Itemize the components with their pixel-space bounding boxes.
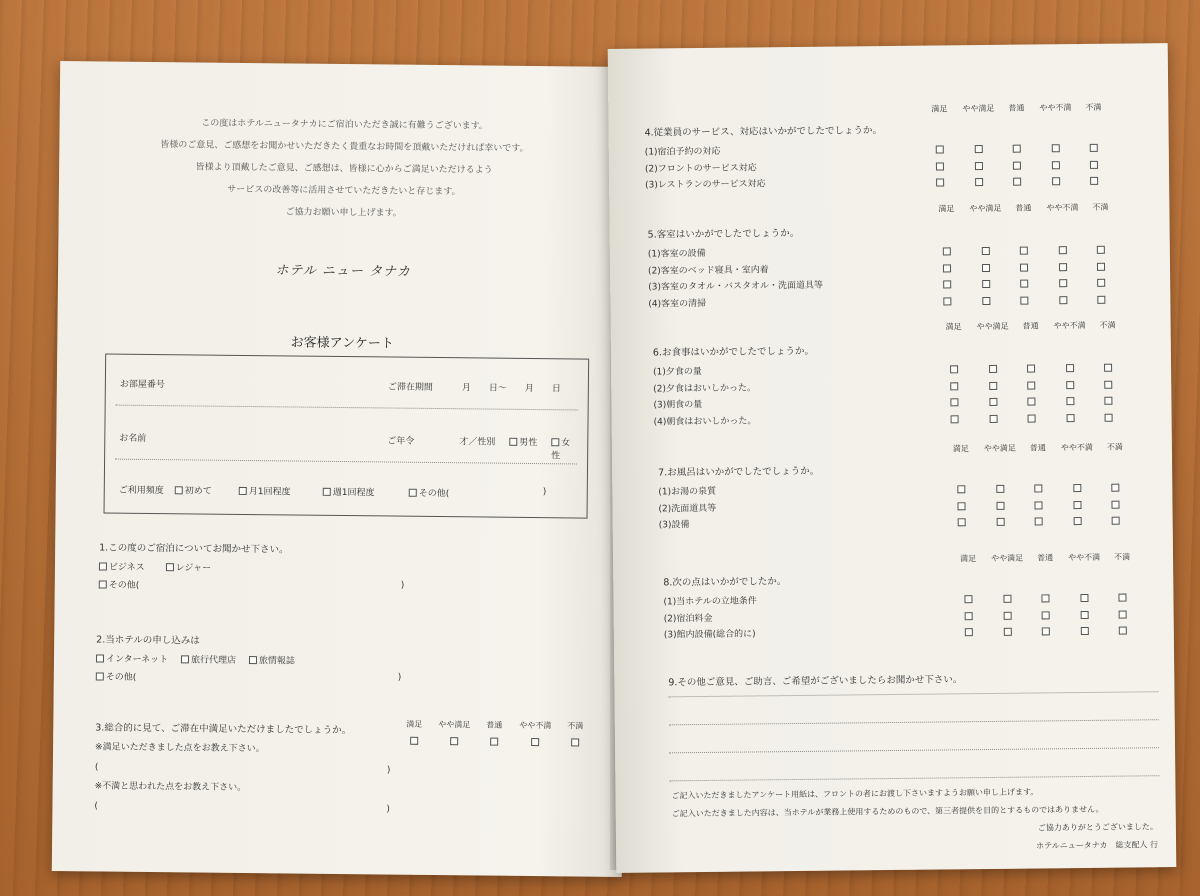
option-label: 旅情報誌 <box>258 656 296 667</box>
travel-agency-checkbox[interactable] <box>181 655 189 663</box>
rating-cell <box>1035 169 1077 188</box>
q6-rating-grid <box>608 43 1168 49</box>
rating-label: 満足 <box>945 322 962 332</box>
rating-checkbox[interactable] <box>1066 397 1074 405</box>
question-1 <box>99 539 420 593</box>
rating-cell <box>921 170 959 189</box>
q7-rating-header <box>942 441 1132 454</box>
guest-info-box <box>104 354 590 519</box>
rating-cell <box>1077 169 1111 188</box>
rating-checkbox[interactable] <box>1066 364 1074 372</box>
rating-checkbox[interactable] <box>1081 627 1089 635</box>
item-label: (1)当ホテルの立地条件 <box>663 596 757 608</box>
age-label: ご年令 <box>387 436 415 447</box>
q3-rating-boxes <box>395 737 593 749</box>
rating-checkbox[interactable] <box>1004 611 1012 619</box>
rating-checkbox[interactable] <box>1020 247 1028 255</box>
rating-checkbox[interactable] <box>1081 610 1089 618</box>
rating-checkbox[interactable] <box>1027 364 1035 372</box>
answer-line[interactable] <box>669 775 1159 781</box>
rating-checkbox[interactable] <box>571 738 579 746</box>
internet-checkbox[interactable] <box>96 654 104 662</box>
q6-rating-header <box>935 320 1125 333</box>
room-number-label: お部屋番号 <box>119 379 165 391</box>
intro-line: 皆様より頂戴したご意見、ご感想は、皆様に心からご満足いただけるよう <box>195 162 493 176</box>
item-label: (3)レストランのサービス対応 <box>645 179 766 191</box>
rating-label: 満足 <box>952 444 969 454</box>
dotted-divider <box>116 405 578 411</box>
stay-period-label: ご滞在期間 <box>387 382 433 393</box>
rating-label: やや満足 <box>983 443 1016 454</box>
rating-checkbox[interactable] <box>1020 263 1028 271</box>
rating-checkbox[interactable] <box>1035 517 1043 525</box>
q5-rating-header <box>927 202 1117 215</box>
rating-checkbox[interactable] <box>1066 381 1074 389</box>
rating-checkbox[interactable] <box>975 145 983 153</box>
rating-checkbox[interactable] <box>1020 280 1028 288</box>
question-5-title: 5.客室はいかがでしたでしょうか。 <box>647 227 800 241</box>
item-label: (3)客室のタオル・バスタオル・洗面道具等 <box>648 280 823 293</box>
rating-checkbox[interactable] <box>965 628 973 636</box>
intro-line: サービスの改善等に活用させていただきたいと存じます。 <box>227 184 461 198</box>
rating-checkbox[interactable] <box>1059 296 1067 304</box>
rating-label: 満足 <box>406 719 423 729</box>
rating-checkbox[interactable] <box>1004 628 1012 636</box>
close-paren: ) <box>397 672 402 683</box>
item-label: (1)お湯の泉質 <box>658 486 717 498</box>
open-paren: ( <box>94 801 99 812</box>
question-8-title: 8.次の点はいかがでしたか。 <box>663 576 787 589</box>
rating-checkbox[interactable] <box>1097 262 1105 270</box>
rating-checkbox[interactable] <box>982 263 990 271</box>
name-label: お名前 <box>119 433 147 444</box>
rating-label: 不満 <box>1092 202 1109 212</box>
rating-cell <box>1064 619 1106 638</box>
left-page <box>52 61 630 877</box>
rating-checkbox[interactable] <box>982 247 990 255</box>
rating-checkbox[interactable] <box>996 501 1004 509</box>
frequency-label: ご利用頻度 <box>118 485 164 497</box>
close-paren: ) <box>386 804 391 815</box>
rating-checkbox[interactable] <box>1067 414 1075 422</box>
rating-label: やや満足 <box>438 720 471 730</box>
rating-checkbox[interactable] <box>1052 144 1060 152</box>
option-label: レジャー <box>175 563 212 574</box>
q5-rating-grid <box>608 43 1168 49</box>
rating-row <box>950 618 1140 639</box>
rating-label: 普通 <box>1037 553 1054 563</box>
rating-cell <box>1091 405 1125 424</box>
rating-checkbox[interactable] <box>943 280 951 288</box>
item-label: (3)設備 <box>658 520 690 531</box>
rating-checkbox[interactable] <box>997 518 1005 526</box>
rating-row <box>928 287 1118 308</box>
rating-checkbox[interactable] <box>1074 517 1082 525</box>
stay-period-fields: 月 日～ 月 日 <box>461 383 561 395</box>
other-checkbox[interactable] <box>99 580 107 588</box>
rating-checkbox[interactable] <box>989 365 997 373</box>
rating-label: 不満 <box>567 721 584 731</box>
rating-label: やや不満 <box>519 720 552 731</box>
rating-label: 不満 <box>1085 102 1102 112</box>
q3-note-bad: ※不満と思われた点をお教え下さい。 <box>94 781 247 794</box>
rating-cell <box>950 620 988 639</box>
rating-label: やや満足 <box>962 103 995 114</box>
rating-cell <box>981 510 1021 529</box>
question-9-title: 9.その他ご意見、ご助言、ご希望がございましたらお聞かせ下さい。 <box>668 674 963 689</box>
rating-checkbox[interactable] <box>943 297 951 305</box>
rating-label: 普通 <box>1029 443 1046 453</box>
item-label: (2)夕食はおいしかった。 <box>653 382 757 394</box>
q3-note-good: ※満足いただきました点をお教え下さい。 <box>95 742 265 755</box>
rating-label: やや不満 <box>1060 442 1093 453</box>
item-label: (2)客室のベッド寝具・室内着 <box>647 264 769 277</box>
rating-checkbox[interactable] <box>958 518 966 526</box>
rating-checkbox[interactable] <box>996 485 1004 493</box>
freq-option: 月1回程度 <box>248 487 291 498</box>
answer-line[interactable] <box>669 747 1159 753</box>
right-page <box>608 43 1177 873</box>
rating-cell <box>966 288 1006 307</box>
rating-checkbox[interactable] <box>936 162 944 170</box>
rating-cell <box>943 510 981 529</box>
rating-label: 普通 <box>1022 321 1039 331</box>
q4-rating-grid <box>608 43 1168 49</box>
close-paren: ) <box>386 765 391 776</box>
rating-checkbox[interactable] <box>1059 263 1067 271</box>
rating-checkbox[interactable] <box>1027 397 1035 405</box>
rating-checkbox[interactable] <box>410 737 418 745</box>
answer-line[interactable] <box>669 719 1159 725</box>
rating-checkbox[interactable] <box>950 365 958 373</box>
q8-rating-header <box>949 551 1139 564</box>
item-label: (1)夕食の量 <box>653 366 702 378</box>
rating-label: 満足 <box>960 554 977 564</box>
freq-other-checkbox[interactable] <box>409 489 417 497</box>
item-label: (4)客室の清掃 <box>648 298 707 310</box>
rating-label: やや不満 <box>1068 552 1101 563</box>
male-label: 男性 <box>519 437 538 449</box>
rating-checkbox[interactable] <box>1013 161 1021 169</box>
rating-cell <box>1057 509 1099 528</box>
rating-checkbox[interactable] <box>1097 279 1105 287</box>
rating-checkbox[interactable] <box>1028 414 1036 422</box>
freq-first-checkbox[interactable] <box>175 486 183 494</box>
rating-checkbox[interactable] <box>1041 594 1049 602</box>
rating-checkbox[interactable] <box>943 247 951 255</box>
rating-checkbox[interactable] <box>1111 500 1119 508</box>
rating-label: やや満足 <box>969 203 1002 214</box>
rating-cell <box>1106 618 1140 637</box>
rating-checkbox[interactable] <box>965 612 973 620</box>
rating-checkbox[interactable] <box>1059 246 1067 254</box>
rating-checkbox[interactable] <box>957 502 965 510</box>
rating-checkbox[interactable] <box>1119 610 1127 618</box>
name-row <box>119 431 575 462</box>
rating-label: 不満 <box>1114 552 1131 562</box>
rating-checkbox[interactable] <box>1104 364 1112 372</box>
intro-line: 皆様のご意見、ご感想をお聞かせいただきたく貴重なお時間を頂戴いただければ幸いです。 <box>160 140 529 154</box>
freq-close-paren: ) <box>542 487 547 498</box>
rating-label: 満足 <box>931 104 948 114</box>
rating-checkbox[interactable] <box>1042 627 1050 635</box>
rating-checkbox[interactable] <box>982 296 990 304</box>
item-label: (1)宿泊予約の対応 <box>644 146 721 158</box>
freq-option: 週1回程度 <box>332 487 375 499</box>
q3-rating-header <box>395 719 593 732</box>
business-checkbox[interactable] <box>99 562 107 570</box>
rating-label: 不満 <box>1099 320 1116 330</box>
rating-cell <box>1028 619 1064 638</box>
rating-checkbox[interactable] <box>1020 296 1028 304</box>
intro-line: この度はホテルニュータナカにご宿泊いただき誠に有難うございます。 <box>201 118 488 132</box>
female-label: 女性 <box>551 438 571 462</box>
open-paren: ( <box>94 762 99 773</box>
rating-row <box>921 169 1111 190</box>
rating-checkbox[interactable] <box>1111 484 1119 492</box>
rating-checkbox[interactable] <box>1013 145 1021 153</box>
item-label: (2)洗面道具等 <box>658 503 717 514</box>
item-label: (3)朝食の量 <box>653 399 703 411</box>
rating-checkbox[interactable] <box>531 738 539 746</box>
question-2 <box>96 631 417 685</box>
rating-checkbox[interactable] <box>950 398 958 406</box>
other-checkbox[interactable] <box>96 672 104 680</box>
rating-checkbox[interactable] <box>1034 484 1042 492</box>
item-label: (2)フロントのサービス対応 <box>644 162 757 175</box>
question-1-title: 1.この度のご宿泊についてお聞かせ下さい。 <box>99 542 289 556</box>
item-label: (2)宿泊料金 <box>663 613 713 624</box>
rating-checkbox[interactable] <box>957 485 965 493</box>
rating-checkbox[interactable] <box>1097 246 1105 254</box>
rating-checkbox[interactable] <box>1052 177 1060 185</box>
female-checkbox[interactable] <box>551 438 559 446</box>
rating-checkbox[interactable] <box>1090 144 1098 152</box>
intro-line: ご協力お願い申し上げます。 <box>285 207 402 219</box>
rating-label: 普通 <box>486 720 503 730</box>
rating-cell <box>1084 287 1118 306</box>
hotel-logo: ホテル ニュー タナカ <box>275 263 411 280</box>
rating-checkbox[interactable] <box>951 415 959 423</box>
question-2-title: 2.当ホテルの申し込みは <box>96 634 200 647</box>
freq-option: 初めて <box>184 486 212 497</box>
question-6-title: 6.お食事はいかがでしたでしょうか。 <box>652 345 815 359</box>
dotted-divider <box>115 459 577 465</box>
other-label: その他( <box>108 580 140 591</box>
freq-weekly-checkbox[interactable] <box>323 488 331 496</box>
rating-checkbox[interactable] <box>1027 381 1035 389</box>
rating-cell <box>1021 509 1057 528</box>
rating-cell <box>1099 508 1133 527</box>
rating-cell <box>1049 405 1091 424</box>
freq-monthly-checkbox[interactable] <box>239 487 247 495</box>
rating-cell <box>1006 288 1042 307</box>
rating-checkbox[interactable] <box>1104 397 1112 405</box>
option-label: ビジネス <box>108 562 145 573</box>
q7-rating-grid <box>608 43 1168 49</box>
question-9 <box>668 669 1168 694</box>
rating-checkbox[interactable] <box>950 382 958 390</box>
option-label: 旅行代理店 <box>191 655 237 666</box>
rating-label: やや不満 <box>1053 320 1086 331</box>
rating-label: やや満足 <box>991 553 1024 563</box>
rating-checkbox[interactable] <box>982 280 990 288</box>
q8-rating-grid <box>608 43 1168 49</box>
rating-label: 不満 <box>1106 442 1123 452</box>
rating-checkbox[interactable] <box>1104 380 1112 388</box>
rating-checkbox[interactable] <box>1013 178 1021 186</box>
item-label: (1)客室の設備 <box>647 248 706 260</box>
rating-checkbox[interactable] <box>1073 484 1081 492</box>
intro-text <box>59 111 630 227</box>
rating-checkbox[interactable] <box>1003 595 1011 603</box>
footer-note-1: ご記入いただきましたアンケート用紙は、フロントの者にお渡し下さいますようお願い申し上げます。 <box>671 787 1039 801</box>
rating-checkbox[interactable] <box>990 414 998 422</box>
rating-label: やや満足 <box>976 321 1009 332</box>
rating-checkbox[interactable] <box>1119 627 1127 635</box>
rating-checkbox[interactable] <box>975 178 983 186</box>
rating-cell <box>988 620 1028 639</box>
rating-checkbox[interactable] <box>964 595 972 603</box>
rating-checkbox[interactable] <box>989 398 997 406</box>
footer-note-2: ご記入いただきました内容は、当ホテルが業務上使用するためのもので、第三者提供を目的とするものではありません。 <box>671 804 1104 819</box>
rating-cell <box>999 169 1035 188</box>
rating-checkbox[interactable] <box>975 162 983 170</box>
rating-label: 普通 <box>1015 203 1032 213</box>
rating-cell <box>1042 287 1084 306</box>
item-label: (3)館内設備(総合的に) <box>663 629 756 641</box>
rating-row <box>943 508 1133 529</box>
rating-cell <box>935 407 973 426</box>
rating-cell <box>928 289 966 308</box>
rating-checkbox[interactable] <box>1112 517 1120 525</box>
item-label: (4)朝食はおいしかった。 <box>653 415 757 427</box>
leisure-checkbox[interactable] <box>166 563 174 571</box>
rating-checkbox[interactable] <box>936 145 944 153</box>
rating-checkbox[interactable] <box>936 178 944 186</box>
rating-checkbox[interactable] <box>1042 611 1050 619</box>
male-checkbox[interactable] <box>509 438 517 446</box>
rating-checkbox[interactable] <box>1090 160 1098 168</box>
rating-checkbox[interactable] <box>450 737 458 745</box>
room-row <box>120 377 576 395</box>
rating-checkbox[interactable] <box>989 381 997 389</box>
rating-checkbox[interactable] <box>1105 413 1113 421</box>
rating-checkbox[interactable] <box>1073 501 1081 509</box>
rating-label: やや不満 <box>1046 203 1079 213</box>
rating-label: 満足 <box>938 204 955 214</box>
rating-checkbox[interactable] <box>1097 295 1105 303</box>
age-sex-fields: 才／性別 <box>459 437 496 448</box>
thanks-text: ご協力ありがとうございました。 <box>1037 822 1158 833</box>
rating-row <box>935 405 1125 426</box>
rating-checkbox[interactable] <box>1118 594 1126 602</box>
rating-cell <box>973 406 1013 425</box>
frequency-row <box>119 483 575 501</box>
q4-rating-header <box>920 102 1110 115</box>
freq-option: その他( <box>418 488 450 500</box>
rating-checkbox[interactable] <box>1034 501 1042 509</box>
survey-title: お客様アンケート <box>290 335 394 352</box>
rating-cell <box>959 170 999 189</box>
question-7-title: 7.お風呂はいかがでしたでしょうか。 <box>658 465 820 479</box>
rating-checkbox[interactable] <box>1052 161 1060 169</box>
option-label: インターネット <box>105 654 169 666</box>
question-4-title: 4.従業員のサービス、対応はいかがでしたでしょうか。 <box>644 125 882 139</box>
rating-checkbox[interactable] <box>1080 594 1088 602</box>
rating-cell <box>1013 406 1049 425</box>
rating-label: 普通 <box>1008 103 1025 113</box>
other-label: その他( <box>105 672 137 683</box>
signature-text: ホテルニュータナカ 総支配人 行 <box>1036 840 1159 851</box>
rating-label: やや不満 <box>1039 103 1072 113</box>
rating-checkbox[interactable] <box>1090 177 1098 185</box>
rating-checkbox[interactable] <box>490 738 498 746</box>
rating-checkbox[interactable] <box>1059 279 1067 287</box>
question-3 <box>94 719 595 822</box>
travel-magazine-checkbox[interactable] <box>249 656 257 664</box>
rating-checkbox[interactable] <box>943 264 951 272</box>
close-paren: ) <box>400 580 405 591</box>
question-3-title: 3.総合的に見て、ご滞在中満足いただけましたでしょうか。 <box>95 722 352 737</box>
